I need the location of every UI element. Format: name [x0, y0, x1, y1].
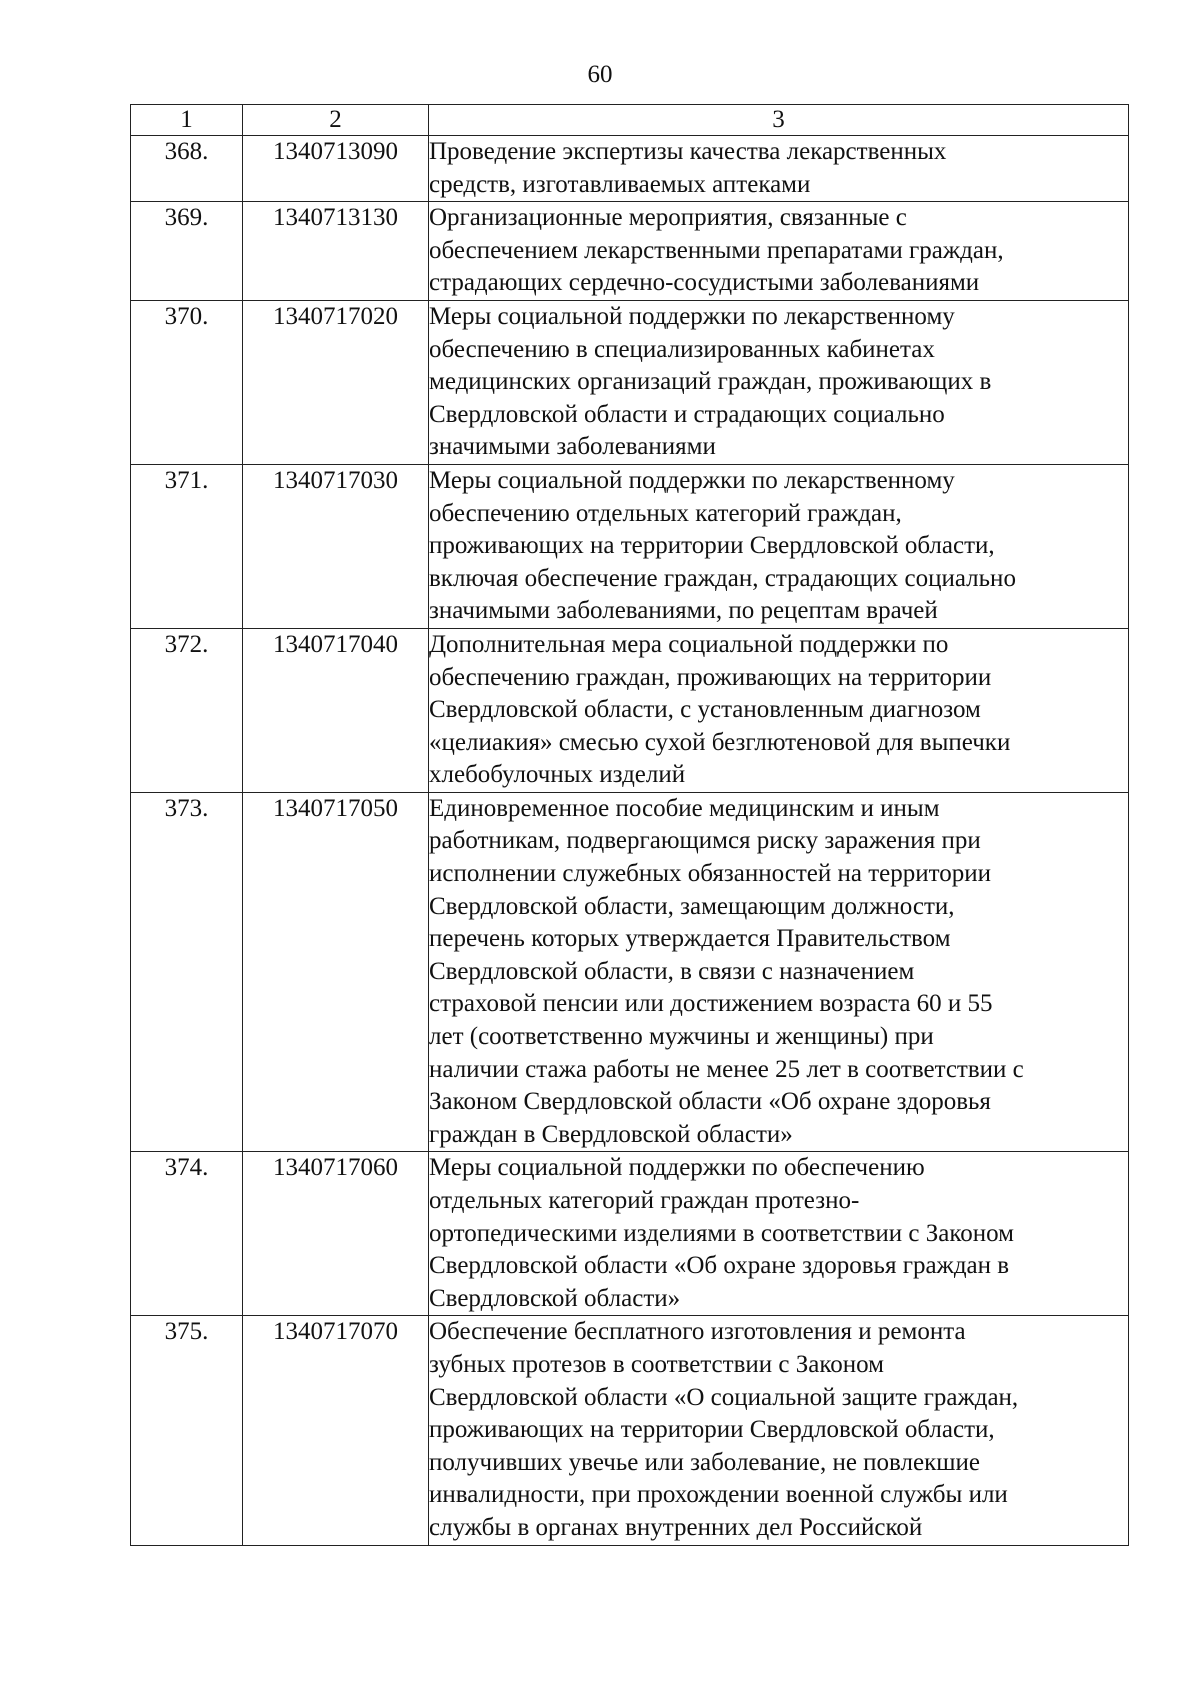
page-number: 60	[587, 61, 613, 88]
column-header-2: 2	[243, 105, 429, 136]
budget-classification-table	[130, 104, 1129, 1546]
description-line: исполнении служебных обязанностей на территории	[429, 860, 991, 888]
description-line: включая обеспечение граждан, страдающих социально	[429, 564, 1016, 592]
item-description	[429, 136, 1129, 202]
description-line: службы в органах внутренних дел Российской	[429, 1513, 923, 1541]
description-line: обеспечением лекарственными препаратами граждан,	[429, 236, 1004, 264]
table-row	[131, 136, 1129, 202]
table-header-row	[131, 105, 1129, 136]
description-line: Меры социальной поддержки по лекарственному	[429, 302, 955, 330]
classification-code: 1340713130	[243, 202, 429, 301]
row-number: 375.	[131, 1316, 243, 1545]
classification-code: 1340717040	[243, 628, 429, 792]
item-description	[429, 1152, 1129, 1316]
classification-code: 1340717050	[243, 792, 429, 1152]
description-line: значимыми заболеваниями	[429, 433, 716, 461]
row-number: 369.	[131, 202, 243, 301]
description-line: отдельных категорий граждан протезно-	[429, 1187, 860, 1214]
description-line: зубных протезов в соответствии с Законом	[429, 1350, 884, 1378]
column-header-3: 3	[429, 105, 1129, 136]
table-row	[131, 1152, 1129, 1316]
description-line: Свердловской области «О социальной защите граждан,	[429, 1383, 1019, 1411]
description-line: работникам, подвергающимся риску заражения при	[429, 827, 981, 855]
description-line: Свердловской области, с установленным диагнозом	[429, 696, 981, 724]
description-line: Свердловской области и страдающих социально	[429, 400, 945, 428]
row-number: 372.	[131, 628, 243, 792]
description-line: «целиакия» смесью сухой безглютеновой для выпечки	[429, 728, 1011, 756]
item-description	[429, 202, 1129, 301]
description-line: ортопедическими изделиями в соответствии с Законом	[429, 1219, 1014, 1247]
description-line: медицинских организаций граждан, проживающих в	[429, 368, 992, 396]
item-description	[429, 300, 1129, 464]
description-line: лет (соответственно мужчины и женщины) при	[429, 1023, 934, 1051]
description-line: страдающих сердечно-сосудистыми заболеваниями	[429, 269, 980, 297]
description-line: Дополнительная мера социальной поддержки по	[429, 630, 949, 658]
description-line: Обеспечение бесплатного изготовления и ремонта	[429, 1318, 966, 1346]
description-line: Единовременное пособие медицинским и иным	[429, 794, 940, 822]
description-line: обеспечению отдельных категорий граждан,	[429, 499, 902, 527]
item-description	[429, 628, 1129, 792]
description-line: обеспечению граждан, проживающих на территории	[429, 663, 992, 691]
classification-code: 1340713090	[243, 136, 429, 202]
description-line: получивших увечье или заболевание, не повлекшие	[429, 1448, 980, 1476]
classification-code: 1340717060	[243, 1152, 429, 1316]
row-number: 370.	[131, 300, 243, 464]
table-row	[131, 464, 1129, 628]
description-line: обеспечению в специализированных кабинетах	[429, 335, 935, 363]
row-number: 371.	[131, 464, 243, 628]
description-line: проживающих на территории Свердловской области,	[429, 532, 995, 560]
description-line: средств, изготавливаемых аптеками	[429, 170, 811, 198]
classification-code: 1340717020	[243, 300, 429, 464]
table-row	[131, 628, 1129, 792]
description-line: инвалидности, при прохождении военной службы или	[429, 1481, 1008, 1509]
description-line: Свердловской области, замещающим должности,	[429, 892, 955, 920]
table-body	[131, 136, 1129, 1546]
description-line: проживающих на территории Свердловской области,	[429, 1416, 995, 1444]
classification-code: 1340717070	[243, 1316, 429, 1545]
description-line: хлебобулочных изделий	[429, 761, 686, 789]
description-line: Меры социальной поддержки по лекарственному	[429, 466, 955, 494]
description-line: Проведение экспертизы качества лекарственных	[429, 138, 947, 165]
description-line: Меры социальной поддержки по обеспечению	[429, 1154, 925, 1182]
description-line: Свердловской области»	[429, 1284, 681, 1312]
description-line: граждан в Свердловской области»	[429, 1120, 793, 1148]
row-number: 373.	[131, 792, 243, 1152]
table-row	[131, 202, 1129, 301]
description-line: Свердловской области, в связи с назначением	[429, 957, 915, 985]
table-row	[131, 1316, 1129, 1545]
description-line: перечень которых утверждается Правительством	[429, 925, 951, 953]
row-number: 368.	[131, 136, 243, 202]
description-line: наличии стажа работы не менее 25 лет в соответствии с	[429, 1055, 1024, 1083]
table-row	[131, 792, 1129, 1152]
description-line: Организационные мероприятия, связанные с	[429, 204, 907, 232]
item-description	[429, 792, 1129, 1152]
description-line: Законом Свердловской области «Об охране здоровья	[429, 1088, 991, 1116]
description-line: страховой пенсии или достижением возраста 60 и 55	[429, 990, 993, 1018]
description-line: Свердловской области «Об охране здоровья граждан в	[429, 1252, 1010, 1280]
table-row	[131, 300, 1129, 464]
column-header-1: 1	[131, 105, 243, 136]
row-number: 374.	[131, 1152, 243, 1316]
item-description	[429, 1316, 1129, 1545]
item-description	[429, 464, 1129, 628]
classification-code: 1340717030	[243, 464, 429, 628]
description-line: значимыми заболеваниями, по рецептам врачей	[429, 597, 938, 625]
